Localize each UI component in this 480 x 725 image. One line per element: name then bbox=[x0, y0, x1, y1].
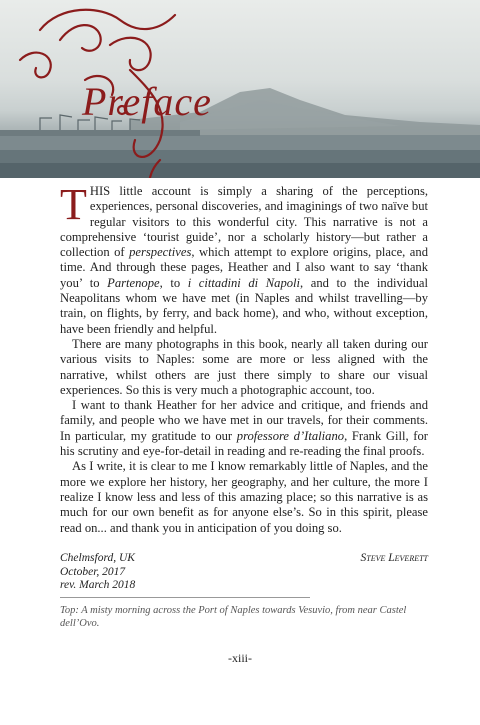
divider bbox=[60, 597, 310, 598]
signature-block bbox=[60, 552, 428, 593]
signature-place: Chelmsford, UK bbox=[60, 552, 135, 564]
header-photo bbox=[0, 0, 480, 178]
paragraph: There are many photographs in this book, nearly all taken during our various visits to Naples: some are more or less aligned with the narrative, whilst others are just there simply to share our visual experiences. So this is very much a photographic account, too. bbox=[60, 336, 428, 397]
signature-date: October, 2017 bbox=[60, 565, 126, 578]
drop-cap: T bbox=[60, 180, 87, 229]
photo-caption: Top: A misty morning across the Port of Naples towards Vesuvio, from near Castel dell’Ovo. bbox=[60, 605, 407, 629]
paragraph: THIS little account is simply a sharing of the perceptions, experiences, personal discoveries, and imaginings of two naïve but regular visitors to this wonderful city. This narrative is not a comprehensive ‘tourist guide’, nor a scholarly history—but rather a collection of perspectives, which attempt to explore origins, place, and time. And through these pages, Heather and I also want to say ‘thank you’ to Partenope, to i cittadini di Napoli, and to the individual Neapolitans whom we have met (in Naples and whilst travelling—by train, on flights, by ferry, and back home), and who, without exception, have been friendly and helpful. bbox=[60, 180, 428, 336]
paragraph: As I write, it is clear to me I know remarkably little of Naples, and the more we explore her history, her geography, and her culture, the more I realize I know less and less of this amazing place; so this narrative is as much for our own benefit as for anyone else’s. So in this spirit, please read on... and thank you in anticipation of you doing so. bbox=[60, 459, 428, 535]
page-number: -xiii- bbox=[228, 651, 252, 665]
preface-body bbox=[60, 180, 428, 536]
author-name: Steve Leverett bbox=[360, 552, 428, 564]
signature-revision: rev. March 2018 bbox=[60, 579, 136, 591]
page-title: Preface bbox=[82, 79, 212, 124]
floral-ornament-icon bbox=[0, 0, 180, 178]
paragraph: I want to thank Heather for her advice and critique, and friends and family, and people who we have met in our travels, for their comments. In particular, my gratitude to our professore d’Italiano, Frank Gill, for his scrutiny and eye-for-detail in reading and re-reading the final proofs. bbox=[60, 398, 428, 459]
